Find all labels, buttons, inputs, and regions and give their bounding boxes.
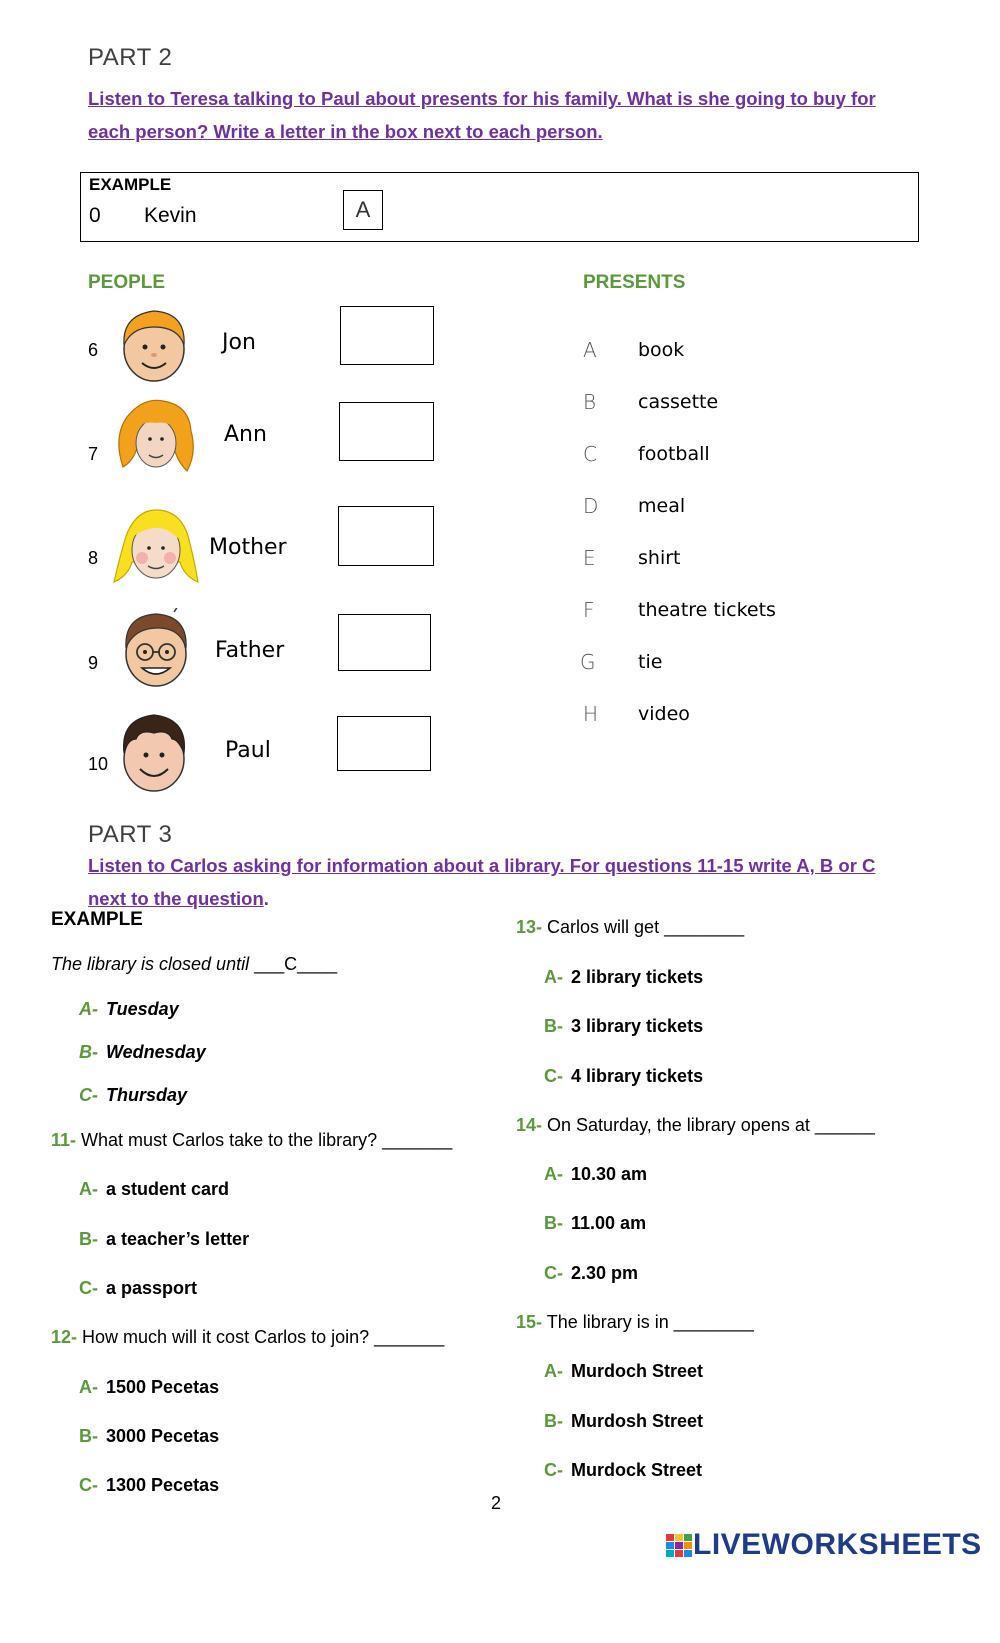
boy-orange-hair-icon (118, 305, 190, 383)
part2-title: PART 2 (88, 44, 173, 71)
question-number: 11- (51, 1130, 77, 1150)
liveworksheets-logo-icon (665, 1532, 693, 1560)
woman-blonde-hair-icon (110, 506, 202, 586)
option[interactable] (79, 1377, 219, 1398)
example-answer-box: A (343, 190, 383, 230)
part3-example-stem (51, 954, 337, 975)
present-item: tie (638, 651, 663, 673)
example-number: 0 (89, 204, 101, 227)
option-letter: A- (79, 999, 98, 1019)
example-stem-text: The library is closed until (51, 954, 255, 974)
option-letter: C- (79, 1085, 98, 1105)
option-letter: A- (79, 1179, 98, 1199)
option-text: 1500 Pecetas (106, 1377, 220, 1397)
question-13 (516, 917, 744, 938)
answer-box-7[interactable] (339, 402, 434, 461)
question-stem[interactable]: What must Carlos take to the library? _______ (81, 1130, 453, 1150)
example-option (79, 1042, 206, 1063)
question-number: 14- (516, 1115, 543, 1135)
present-item: cassette (638, 391, 719, 413)
part3-example-label: EXAMPLE (51, 909, 143, 930)
question-11 (51, 1130, 452, 1151)
option-text: Murdock Street (571, 1460, 703, 1480)
present-letter: D (583, 494, 599, 518)
example-label: EXAMPLE (89, 175, 172, 194)
person-number: 6 (88, 340, 99, 360)
person-name: Ann (224, 422, 267, 447)
option-letter: A- (544, 1164, 563, 1184)
boy-dark-hair-icon (118, 711, 190, 793)
person-name: Mother (209, 535, 287, 560)
option-letter: B- (544, 1213, 563, 1233)
option[interactable] (544, 1164, 647, 1185)
present-letter: H (583, 702, 599, 726)
question-14 (516, 1115, 875, 1136)
example-answer: C (284, 954, 298, 974)
question-15 (516, 1312, 754, 1333)
present-letter: E (583, 546, 596, 570)
presents-heading: PRESENTS (583, 272, 686, 293)
person-name: Paul (225, 738, 271, 763)
question-stem[interactable]: The library is in ________ (546, 1312, 754, 1332)
option-letter: B- (544, 1411, 563, 1431)
option-text: Wednesday (106, 1042, 206, 1062)
example-option (79, 1085, 187, 1106)
option-text: 4 library tickets (571, 1066, 704, 1086)
part3-title: PART 3 (88, 821, 173, 848)
answer-box-10[interactable] (337, 716, 431, 771)
question-number: 15- (516, 1312, 543, 1332)
present-item: video (638, 703, 690, 725)
example-name: Kevin (144, 204, 197, 227)
present-letter: F (583, 598, 595, 622)
option-text: 10.30 am (571, 1164, 648, 1184)
part2-instruction (88, 82, 918, 148)
option-letter: C- (79, 1475, 98, 1495)
example-blank-before: ___ (254, 954, 285, 974)
option[interactable] (79, 1179, 229, 1200)
option-text: 2 library tickets (571, 967, 704, 987)
present-item: football (638, 443, 710, 465)
present-item: book (638, 339, 685, 361)
part3-instruction-line2: next to the question (88, 888, 264, 909)
option[interactable] (79, 1229, 249, 1250)
option-letter: B- (79, 1042, 98, 1062)
option[interactable] (544, 1263, 638, 1284)
option[interactable] (79, 1278, 197, 1299)
option-text: 1300 Pecetas (106, 1475, 220, 1495)
present-item: theatre tickets (638, 599, 776, 621)
part2-instruction-line2: each person? Write a letter in the box next to each person. (88, 121, 603, 142)
option[interactable] (544, 1361, 703, 1382)
option-letter: C- (544, 1066, 563, 1086)
present-letter: B (583, 390, 597, 414)
question-number: 13- (516, 917, 543, 937)
option-letter: A- (544, 1361, 563, 1381)
present-letter: A (583, 338, 597, 362)
question-stem[interactable]: How much will it cost Carlos to join? _______ (82, 1327, 445, 1347)
person-number: 10 (88, 754, 109, 774)
option-letter: B- (544, 1016, 563, 1036)
option-letter: C- (79, 1278, 98, 1298)
option-letter: C- (544, 1460, 563, 1480)
answer-box-8[interactable] (338, 506, 434, 566)
present-letter: G (580, 650, 596, 674)
option[interactable] (544, 1411, 703, 1432)
part2-instruction-line1: Listen to Teresa talking to Paul about presents for his family. What is she going to buy for (88, 88, 876, 109)
option-text: 3000 Pecetas (106, 1426, 220, 1446)
option-text: 3 library tickets (571, 1016, 704, 1036)
option-text: Tuesday (106, 999, 179, 1019)
present-letter: C (583, 442, 597, 466)
question-stem[interactable]: Carlos will get ________ (547, 917, 745, 937)
option-text: Murdoch Street (571, 1361, 704, 1381)
option-text: a passport (106, 1278, 198, 1298)
option[interactable] (544, 1016, 703, 1037)
man-glasses-icon (118, 608, 194, 688)
option[interactable] (544, 1066, 703, 1087)
option-text: a teacher’s letter (106, 1229, 250, 1249)
person-number: 8 (88, 548, 99, 568)
question-12 (51, 1327, 444, 1348)
example-blank-after: ____ (297, 954, 338, 974)
option[interactable] (544, 1460, 702, 1481)
present-item: shirt (638, 547, 681, 569)
example-box (80, 172, 919, 242)
option-letter: A- (79, 1377, 98, 1397)
option[interactable] (544, 967, 703, 988)
option-letter: A- (544, 967, 563, 987)
option-text: Thursday (106, 1085, 188, 1105)
question-number: 12- (51, 1327, 78, 1347)
part3-instruction (88, 849, 918, 915)
option-letter: B- (79, 1229, 98, 1249)
person-number: 9 (88, 653, 99, 673)
example-option (79, 999, 179, 1020)
option-text: 2.30 pm (571, 1263, 639, 1283)
part3-instruction-end: . (263, 888, 269, 909)
question-stem[interactable]: On Saturday, the library opens at ______ (547, 1115, 875, 1135)
people-heading: PEOPLE (88, 272, 166, 293)
girl-curly-orange-hair-icon (113, 397, 199, 479)
person-number: 7 (88, 444, 99, 464)
option-text: Murdosh Street (571, 1411, 704, 1431)
option-letter: C- (544, 1263, 563, 1283)
liveworksheets-logo-text[interactable]: LIVEWORKSHEETS (693, 1528, 982, 1561)
person-name: Jon (222, 330, 256, 355)
part3-instruction-line1: Listen to Carlos asking for information about a library. For questions 11-15 write A, B or C (88, 855, 876, 876)
option-letter: B- (79, 1426, 98, 1446)
present-item: meal (638, 495, 686, 517)
option[interactable] (544, 1213, 646, 1234)
answer-box-6[interactable] (340, 306, 434, 365)
person-name: Father (215, 638, 285, 663)
option[interactable] (79, 1426, 219, 1447)
option[interactable] (79, 1475, 219, 1496)
option-text: 11.00 am (571, 1213, 647, 1233)
answer-box-9[interactable] (338, 614, 431, 671)
page-number: 2 (491, 1493, 502, 1513)
option-text: a student card (106, 1179, 230, 1199)
